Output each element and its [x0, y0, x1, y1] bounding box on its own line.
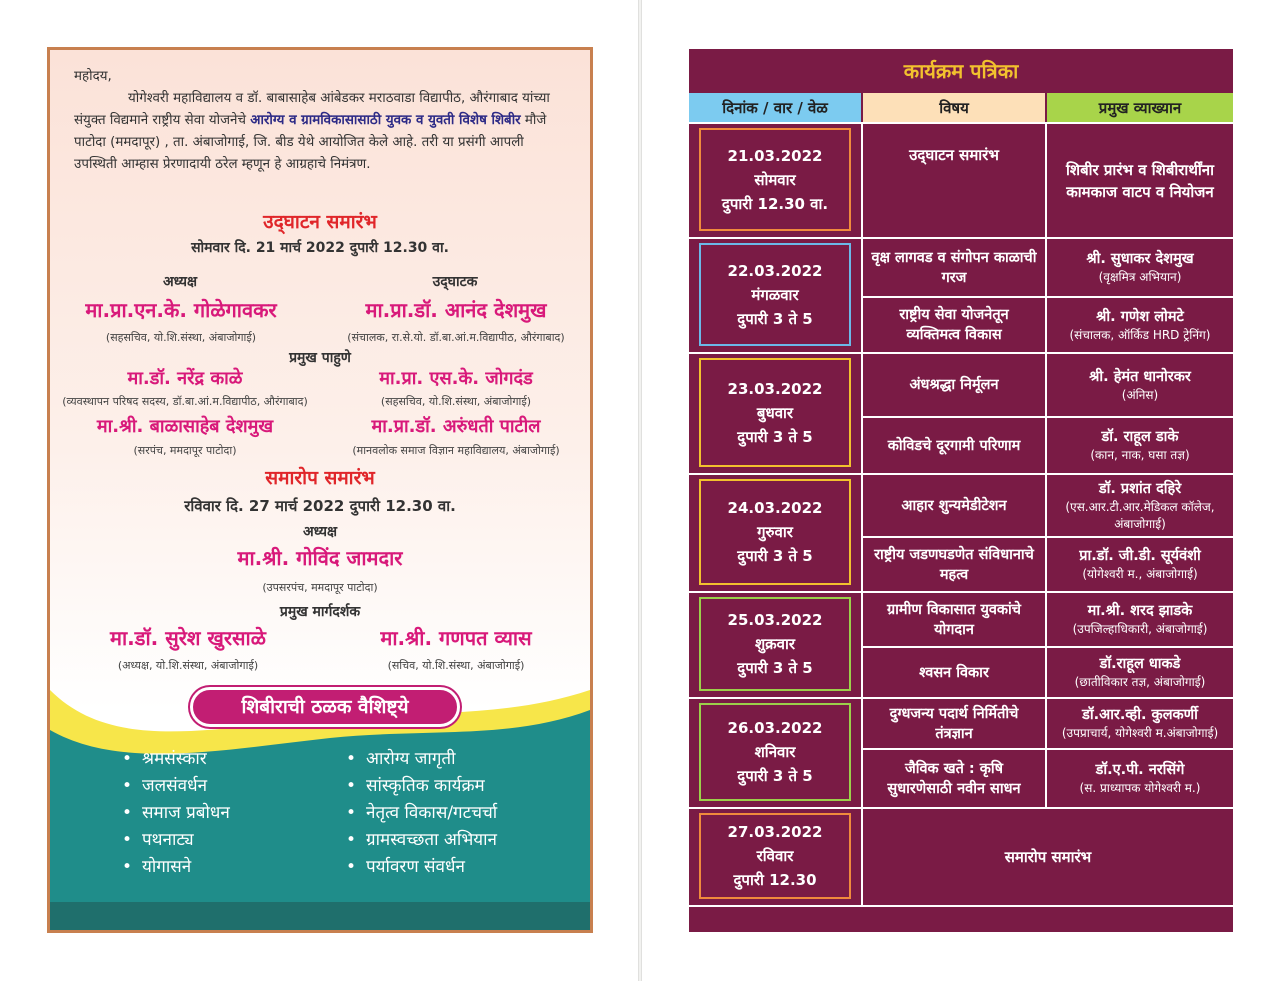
subject-cell [863, 298, 1045, 352]
speaker-affiliation: (कान, नाक, घसा तज्ञ) [1090, 448, 1190, 462]
day-time: दुपारी 12.30 वा. [721, 194, 829, 213]
president-role: अध्यक्ष [162, 274, 198, 290]
guest4-designation: (मानवलोक समाज विज्ञान महाविद्यालय, अंबाजोगाई) [352, 444, 560, 457]
inaugurator-name: मा.प्रा.डॉ. आनंद देशमुख [365, 298, 547, 322]
header-speaker: प्रमुख व्याख्यान [1047, 93, 1233, 123]
bottom-band [50, 902, 590, 933]
subject-cell [863, 809, 1233, 905]
speaker-cell [1047, 593, 1233, 646]
subject-text: ग्रामीण विकासात युवकांचे योगदान [886, 601, 1022, 638]
day-time: दुपारी 3 ते 5 [737, 547, 813, 565]
closing-president-role: अध्यक्ष [302, 524, 338, 540]
invitation-card [47, 47, 593, 933]
speaker-text: डॉ.राहूल धाकडे [1099, 656, 1181, 672]
day-day: शुक्रवार [754, 635, 796, 653]
chief-guest-role: प्रमुख पाहुणे [289, 350, 351, 366]
speaker-cell [1047, 475, 1233, 536]
feature-item: • समाज प्रबोधन [122, 800, 230, 827]
speaker-text: श्री. सुधाकर देशमुख [1086, 251, 1194, 267]
date-box [699, 703, 851, 801]
schedule-title: कार्यक्रम पत्रिका [903, 59, 1019, 83]
day-time: दुपारी 12.30 [733, 871, 817, 889]
right-page [642, 0, 1280, 981]
feature-item: • सांस्कृतिक कार्यक्रम [346, 773, 497, 800]
guest2-name: मा.प्रा. एस.के. जोगदंड [379, 368, 533, 389]
speaker-cell [1047, 750, 1233, 807]
subject-cell [863, 538, 1045, 591]
guest1-name: मा.डॉ. नरेंद्र काळे [127, 368, 243, 389]
day-date: 24.03.2022 [727, 499, 823, 517]
left-page [0, 0, 638, 981]
date-box [699, 597, 851, 691]
speaker-affiliation: (छातीविकार तज्ञ, अंबाजोगाई) [1074, 675, 1206, 689]
president-name: मा.प्रा.एन.के. गोळेगावकर [85, 298, 277, 322]
speaker-cell [1047, 124, 1233, 237]
subject-cell [863, 239, 1045, 296]
speaker-affiliation: (उपप्राचार्य, योगेश्वरी म.अंबाजोगाई) [1061, 726, 1219, 740]
day-day: गुरुवार [757, 523, 793, 541]
feature-item: • आरोग्य जागृती [346, 746, 497, 773]
speaker-cell [1047, 239, 1233, 296]
guide1-name: मा.डॉ. सुरेश खुरसाळे [110, 626, 266, 650]
speaker-cell [1047, 648, 1233, 697]
day-time: दुपारी 3 ते 5 [737, 767, 813, 785]
features-left-list [122, 746, 230, 881]
subject-cell [863, 124, 1045, 186]
date-box [699, 358, 851, 467]
closing-president-designation: (उपसरपंच, ममदापूर पाटोदा) [262, 581, 378, 594]
speaker-cell [1047, 298, 1233, 352]
day-date: 27.03.2022 [727, 823, 823, 841]
date-box [699, 479, 851, 585]
subject-cell [863, 418, 1045, 473]
invitation-body: योगेश्वरी महाविद्यालय व डॉ. बाबासाहेब आंबेडकर मराठवाडा विद्यापीठ, औरंगाबाद यांच्या संयुक्त विद्यमाने राष्ट्रीय सेवा योजनेचे आरोग्य व ग्रामविकासासाठी युवक व युवती विशेष शिबीर मौजे पाटोदा (ममदापूर) , ता. अंबाजोगाई, जि. बीड येथे आयोजित केले आहे. तरी या प्रसंगी आपली उपस्थिती आम्हास प्रेरणादायी ठरेल म्हणून हे आग्रहाचे निमंत्रण. [74, 91, 550, 172]
date-box [699, 243, 851, 346]
subject-text: वृक्ष लागवड व संगोपन काळाची गरज [871, 249, 1037, 286]
feature-item: • ग्रामस्वच्छता अभियान [346, 827, 497, 854]
day-time: दुपारी 3 ते 5 [737, 309, 813, 328]
guest3-name: मा.श्री. बाळासाहेब देशमुख [96, 416, 274, 437]
feature-item: • जलसंवर्धन [122, 773, 230, 800]
subject-text: आहार शुन्यमेडीटेशन [901, 497, 1007, 514]
date-box [699, 813, 851, 899]
day-time: दुपारी 3 ते 5 [737, 427, 813, 446]
subject-text: श्वसन विकार [919, 664, 989, 681]
guide-role: प्रमुख मार्गदर्शक [279, 604, 361, 620]
date-box [699, 128, 851, 231]
subject-text: समारोप समारंभ [1004, 848, 1092, 866]
speaker-text: श्री. गणेश लोमटे [1096, 308, 1184, 325]
inauguration-title: उद्‌घाटन समारंभ [263, 211, 377, 233]
subject-text: अंधश्रद्धा निर्मूलन [909, 377, 999, 393]
feature-item: • पर्यावरण संवर्धन [346, 854, 497, 881]
guide2-name: मा.श्री. गणपत व्यास [380, 626, 532, 650]
feature-item: • योगासने [122, 854, 230, 881]
inaugurator-role: उद्‌घाटक [432, 274, 478, 290]
feature-item: • नेतृत्व विकास/गटचर्चा [346, 800, 497, 827]
invitation-letter [74, 66, 570, 176]
day-date: 21.03.2022 [727, 146, 823, 165]
guest2-designation: (सहसचिव, यो.शि.संस्था, अंबाजोगाई) [380, 395, 532, 408]
features-title: शिबीराची ठळक वैशिष्ट्ये [190, 687, 460, 727]
subject-cell [863, 593, 1045, 646]
guide1-designation: (अध्यक्ष, यो.शि.संस्था, अंबाजोगाई) [117, 659, 259, 672]
closing-president-name: मा.श्री. गोविंद जामदार [237, 546, 403, 570]
speaker-affiliation: (वृक्षमित्र अभियान) [1098, 270, 1182, 284]
day-date: 22.03.2022 [727, 261, 823, 280]
day-date: 23.03.2022 [727, 379, 823, 398]
speaker-text: श्री. हेमंत धानोरकर [1089, 368, 1191, 385]
subject-text: दुग्धजन्य पदार्थ निर्मितीचे तंत्रज्ञान [889, 705, 1019, 742]
speaker-text: मा.श्री. शरद झाडके [1087, 603, 1193, 619]
day-time: दुपारी 3 ते 5 [737, 659, 813, 677]
subject-text: कोविडचे दूरगामी परिणाम [887, 437, 1021, 454]
speaker-text: शिबीर प्रारंभ व शिबीरार्थींना कामकाज वाटप व नियोजन [1065, 160, 1214, 201]
day-day: रविवार [756, 847, 794, 865]
feature-item: • पथनाट्य [122, 827, 230, 854]
speaker-cell [1047, 418, 1233, 473]
day-day: शनिवार [754, 743, 796, 761]
salutation: महोदय, [74, 69, 112, 84]
subject-text: राष्ट्रीय जडणघडणेत संविधानाचे महत्व [874, 546, 1034, 583]
day-day: मंगळवार [751, 285, 799, 304]
guest4-name: मा.प्रा.डॉ. अरुंधती पाटील [371, 416, 541, 437]
guide2-designation: (सचिव, यो.शि.संस्था, अंबाजोगाई) [387, 659, 525, 672]
subject-cell [863, 354, 1045, 416]
closing-title: समारोप समारंभ [265, 467, 375, 489]
day-day: सोमवार [754, 170, 796, 189]
header-date: दिनांक / वार / वेळ [689, 93, 861, 123]
day-date: 26.03.2022 [727, 719, 823, 737]
speaker-affiliation: (स. प्राध्यापक योगेश्वरी म.) [1079, 781, 1201, 795]
speaker-text: प्रा.डॉ. जी.डी. सूर्यवंशी [1079, 548, 1201, 564]
speaker-cell [1047, 538, 1233, 591]
inauguration-datetime: सोमवार दि. 21 मार्च 2022 दुपारी 12.30 वा. [191, 240, 449, 256]
feature-item: • श्रमसंस्कार [122, 746, 230, 773]
speaker-text: डॉ.ए.पी. नरसिंगे [1095, 762, 1185, 778]
day-date: 25.03.2022 [727, 611, 823, 629]
schedule-table [689, 49, 1233, 932]
subject-cell [863, 750, 1045, 807]
speaker-affiliation: (योगेश्वरी म., अंबाजोगाई) [1082, 567, 1198, 581]
guest3-designation: (सरपंच, ममदापूर पाटोदा) [133, 444, 237, 457]
subject-text: उद्‌घाटन समारंभ [909, 146, 999, 165]
speaker-text: डॉ. राहूल डाके [1101, 429, 1179, 445]
subject-cell [863, 699, 1045, 748]
subject-text: जैविक खते : कृषि सुधारणेसाठी नवीन साधन [887, 760, 1021, 797]
speaker-text: डॉ. प्रशांत दहिरे [1098, 480, 1182, 497]
president-designation: (सहसचिव, यो.शि.संस्था, अंबाजोगाई) [105, 331, 257, 344]
speaker-affiliation: (अंनिस) [1121, 387, 1159, 402]
speaker-cell [1047, 354, 1233, 416]
day-day: बुधवार [756, 403, 794, 422]
features-right-list [346, 746, 497, 881]
speaker-affiliation: (संचालक, ऑर्किड HRD ट्रेनिंग) [1069, 327, 1211, 342]
subject-cell [863, 475, 1045, 536]
closing-datetime: रविवार दि. 27 मार्च 2022 दुपारी 12.30 वा. [184, 497, 456, 515]
speaker-text: डॉ.आर.व्ही. कुलकर्णी [1082, 707, 1198, 723]
subject-text: राष्ट्रीय सेवा योजनेतून व्यक्तिमत्व विकास [899, 307, 1009, 343]
speaker-affiliation: (उपजिल्हाधिकारी, अंबाजोगाई) [1072, 622, 1208, 636]
speaker-cell [1047, 699, 1233, 748]
guest1-designation: (व्यवस्थापन परिषद सदस्य, डॉ.बा.आं.म.विद्यापीठ, औरंगाबाद) [62, 395, 308, 408]
grid-line [689, 905, 1233, 907]
speaker-affiliation: (एस.आर.टी.आर.मेडिकल कॉलेज, अंबाजोगाई) [1065, 499, 1215, 531]
header-subject: विषय [863, 93, 1045, 123]
subject-cell [863, 648, 1045, 697]
inaugurator-designation: (संचालक, रा.से.यो. डॉ.बा.आं.म.विद्यापीठ, औरंगाबाद) [347, 331, 565, 344]
